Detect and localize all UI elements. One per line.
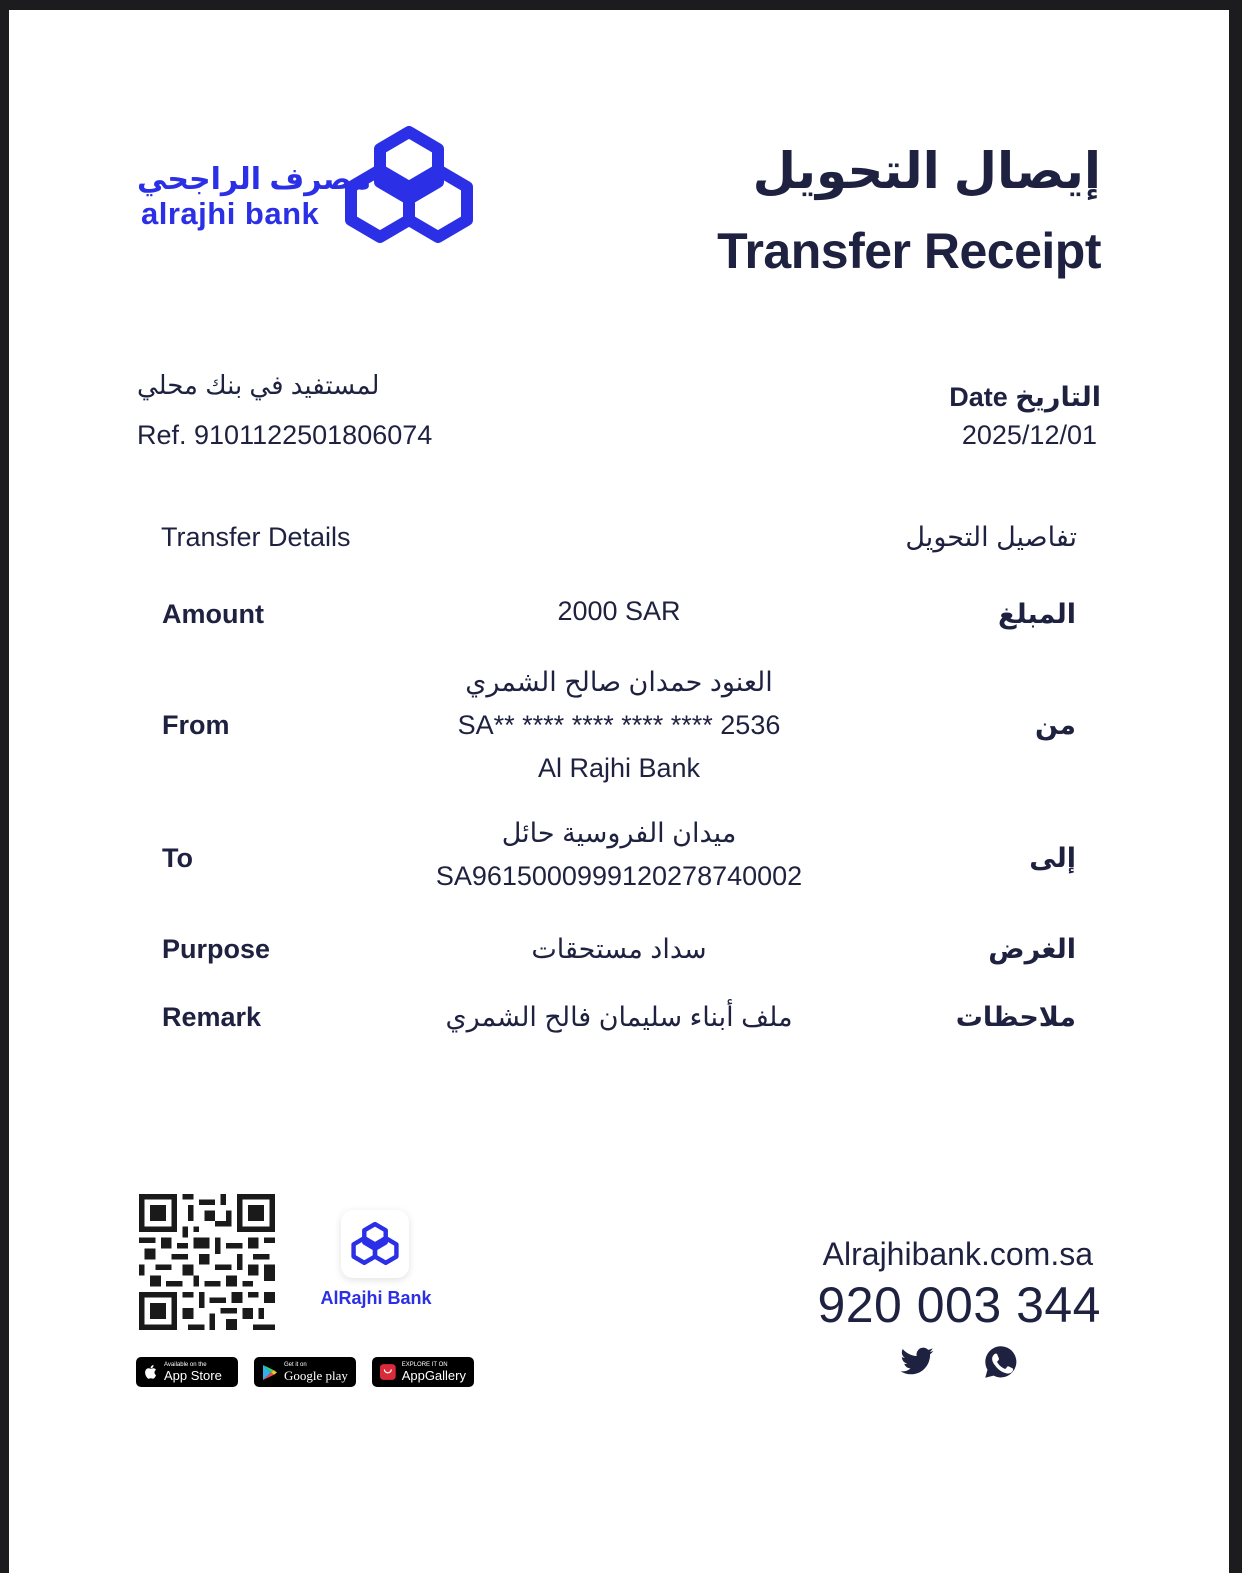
google-play-small-text: Get it on	[284, 1361, 307, 1368]
bank-logo-english: alrajhi bank	[141, 196, 320, 231]
phone-number[interactable]: 920 003 344	[817, 1277, 1101, 1333]
purpose-value	[319, 928, 919, 971]
to-label-en: To	[162, 843, 193, 873]
title-arabic: إيصال التحويل	[752, 143, 1101, 199]
from-bank: Al Rajhi Bank	[537, 753, 701, 783]
app-gallery-badge[interactable]	[372, 1357, 474, 1387]
google-play-badge[interactable]	[254, 1357, 356, 1387]
section-title-arabic: تفاصيل التحويل	[905, 522, 1077, 552]
website-link[interactable]: Alrajhibank.com.sa	[822, 1236, 1093, 1272]
purpose-text: سداد مستحقات	[531, 934, 707, 964]
to-iban: SA9615000999120278740002	[435, 861, 803, 891]
section-title-english: Transfer Details	[161, 522, 351, 552]
amount-text: 2000 SAR	[557, 596, 681, 626]
to-label-ar: إلى	[1029, 843, 1076, 873]
bank-logo-icon	[344, 124, 474, 248]
whatsapp-icon[interactable]	[983, 1344, 1019, 1380]
from-label-en: From	[162, 710, 230, 740]
amount-value	[319, 590, 919, 633]
title-english: Transfer Receipt	[717, 223, 1101, 279]
amount-label-ar: المبلغ	[998, 599, 1076, 629]
app-gallery-small-text: EXPLORE IT ON	[401, 1361, 448, 1368]
qr-code-icon[interactable]	[139, 1194, 275, 1330]
purpose-label-ar: الغرض	[988, 934, 1076, 964]
from-name: العنود حمدان صالح الشمري	[465, 667, 773, 697]
from-label-ar: من	[1034, 710, 1076, 740]
reference-number: Ref. 9101122501806074	[137, 420, 433, 450]
purpose-label-en: Purpose	[162, 934, 271, 964]
app-store-badge[interactable]	[136, 1357, 238, 1387]
google-play-icon	[262, 1364, 278, 1381]
remark-label-ar: ملاحظات	[955, 1002, 1076, 1032]
remark-text: ملف أبناء سليمان فالح الشمري	[445, 1002, 793, 1032]
from-value	[319, 661, 919, 790]
app-store-small-text: Available on the	[164, 1361, 207, 1368]
date-label: Date التاريخ	[949, 382, 1101, 412]
date-value: 2025/12/01	[961, 420, 1097, 450]
google-play-text: Google play	[284, 1367, 348, 1383]
app-store-text: App Store	[164, 1367, 222, 1383]
remark-value	[319, 996, 919, 1039]
beneficiary-type: لمستفيد في بنك محلي	[137, 370, 380, 400]
app-logo-icon	[351, 1221, 399, 1267]
app-name: AlRajhi Bank	[320, 1288, 432, 1308]
twitter-icon[interactable]	[899, 1344, 935, 1380]
bank-logo-arabic: مصرف الراجحي	[137, 163, 372, 196]
remark-label-en: Remark	[162, 1002, 262, 1032]
from-account: SA** **** **** **** **** 2536	[457, 710, 781, 740]
to-name: ميدان الفروسية حائل	[501, 818, 737, 848]
to-value	[319, 812, 919, 898]
amount-label-en: Amount	[162, 599, 264, 629]
apple-icon	[144, 1364, 158, 1380]
huawei-icon	[380, 1363, 396, 1381]
app-icon-tile[interactable]	[341, 1210, 409, 1278]
app-gallery-text: AppGallery	[401, 1367, 466, 1383]
receipt-page	[9, 10, 1229, 1573]
